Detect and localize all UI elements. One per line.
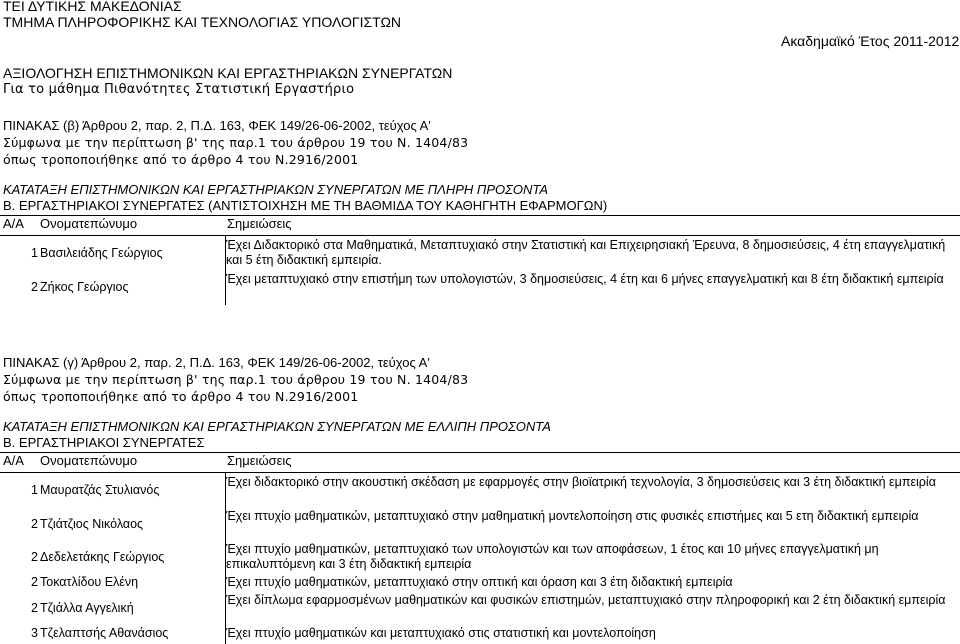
table-b-group-title: Β. ΕΡΓΑΣΤΗΡΙΑΚΟΙ ΣΥΝΕΡΓΑΤΕΣ (ΑΝΤΙΣΤΟΙΧΗΣΗ ΜΕ ΤΗ ΒΑΘΜΙΔΑ ΤΟΥ ΚΑΘΗΓΗΤΗ ΕΦΑΡΜΟΓΩΝ): [3, 198, 608, 213]
row-notes: Έχει πτυχίο μαθηματικών, μεταπτυχιακό στην μαθηματική μοντελοποίηση στις φυσικές επιστήμες και 5 ετη διδακτική εμπειρία: [226, 509, 919, 523]
row-number: 2: [31, 280, 38, 294]
row-notes: Έχει πτυχίο μαθηματικών, μεταπτυχιακό στην οπτική και όραση και 3 έτη διδακτική εμπειρία: [226, 575, 733, 589]
table-c-ranking-title: ΚΑΤΑΤΑΞΗ ΕΠΙΣΤΗΜΟΝΙΚΩΝ ΚΑΙ ΕΡΓΑΣΤΗΡΙΑΚΩΝ ΣΥΝΕΡΓΑΤΩΝ ΜΕ ΕΛΛΙΠΗ ΠΡΟΣΟΝΤΑ: [3, 419, 551, 434]
row-name: Τοκατλίδου Ελένη: [40, 575, 139, 589]
table-b-law-line2: Σύμφωνα με την περίπτωση β' της παρ.1 του άρθρου 19 του Ν. 1404/83: [3, 135, 469, 150]
table-c-group-title: Β. ΕΡΓΑΣΤΗΡΙΑΚΟΙ ΣΥΝΕΡΓΑΤΕΣ: [3, 435, 205, 450]
table-b-law-line3: όπως τροποποιήθηκε από το άρθρο 4 του Ν.2916/2001: [3, 152, 359, 167]
course-title: Για το μάθημα Πιθανότητες Στατιστική Εργαστήριο: [3, 82, 355, 97]
table-b-col-notes: Σημειώσεις: [227, 216, 292, 231]
table-b-law-line1: ΠΙΝΑΚΑΣ (β) Άρθρου 2, παρ. 2, Π.Δ. 163, ΦΕΚ 149/26-06-2002, τεύχος Α': [3, 118, 431, 133]
table-c-law-line2: Σύμφωνα με την περίπτωση β' της παρ.1 του άρθρου 19 του Ν. 1404/83: [3, 372, 469, 387]
row-name: Τζιάτζιος Νικόλαος: [40, 517, 144, 531]
table-row: [0, 592, 960, 625]
row-notes: Έχει μεταπτυχιακό στην επιστήμη των υπολογιστών, 3 δημοσιεύσεις, 4 έτη και 6 μήνες επαγγελματική και 8 έτη διδακτική εμπειρία: [226, 272, 944, 286]
table-row: [0, 508, 960, 541]
evaluation-title: ΑΞΙΟΛΟΓΗΣΗ ΕΠΙΣΤΗΜΟΝΙΚΩΝ ΚΑΙ ΕΡΓΑΣΤΗΡΙΑΚΩΝ ΣΥΝΕΡΓΑΤΩΝ: [3, 65, 453, 81]
table-row: [0, 541, 960, 574]
table-b-col-name: Ονοματεπώνυμο: [40, 216, 138, 231]
row-number: 2: [31, 601, 38, 615]
table-row: [0, 272, 960, 305]
row-number: 2: [31, 550, 38, 564]
academic-year: Ακαδημαϊκό Έτος 2011-2012: [781, 33, 960, 49]
table-row: [0, 474, 960, 507]
table-row: [0, 626, 960, 643]
department-name: ΤΜΗΜΑ ΠΛΗΡΟΦΟΡΙΚΗΣ ΚΑΙ ΤΕΧΝΟΛΟΓΙΑΣ ΥΠΟΛΟΓΙΣΤΩΝ: [3, 14, 402, 30]
row-notes: Έχει πτυχίο μαθηματικών και μεταπτυχιακό στις στατιστική και μοντελοποίηση: [226, 626, 656, 640]
row-number: 3: [31, 626, 38, 640]
row-name: Δεδελετάκης Γεώργιος: [40, 550, 165, 564]
table-row: [0, 237, 960, 270]
row-name: Βασιλειάδης Γεώργιος: [40, 246, 163, 260]
row-name: Μαυρατζάς Στυλιανός: [40, 483, 160, 497]
table-b-rule-top: [0, 215, 960, 216]
row-notes: Έχει διδακτορικό στην ακουστική σκέδαση με εφαρμογές στην βιοϊατρική τεχνολογία, 3 δημοσιεύσεις και 3 έτη διδακτική εμπειρία: [226, 475, 936, 489]
row-notes: Έχει πτυχίο μαθηματικών, μεταπτυχιακό των υπολογιστών και των αποφάσεων, 1 έτος και 10 μήνες επαγγελματική μη επικαλυπτόμενη και 3 έτη διδακτική εμπειρία: [226, 542, 879, 571]
table-c-col-notes: Σημειώσεις: [227, 453, 292, 468]
table-c-rule-header: [0, 472, 960, 473]
row-number: 2: [31, 575, 38, 589]
row-name: Ζήκος Γεώργιος: [40, 280, 129, 294]
row-number: 1: [31, 483, 38, 497]
row-number: 1: [31, 246, 38, 260]
table-b-ranking-title: ΚΑΤΑΤΑΞΗ ΕΠΙΣΤΗΜΟΝΙΚΩΝ ΚΑΙ ΕΡΓΑΣΤΗΡΙΑΚΩΝ ΣΥΝΕΡΓΑΤΩΝ ΜΕ ΠΛΗΡΗ ΠΡΟΣΟΝΤΑ: [3, 182, 549, 197]
row-notes: Έχει Διδακτορικό στα Μαθηματικά, Μεταπτυχιακό στην Στατιστική και Επιχειρησιακή Έρευνα, 8 δημοσιεύσεις, 4 έτη επαγγελματική και 5 έτη διδακτική εμπειρία.: [226, 238, 946, 267]
table-b-col-aa: Α/Α: [3, 216, 24, 231]
table-c-law-line3: όπως τροποποιήθηκε από το άρθρο 4 του Ν.2916/2001: [3, 389, 359, 404]
table-b-rule-header: [0, 235, 960, 236]
table-c-col-name: Ονοματεπώνυμο: [40, 453, 138, 468]
row-name: Τζελαπτσής Αθανάσιος: [40, 626, 169, 640]
row-name: Τζιάλλα Αγγελική: [40, 601, 134, 615]
table-row: [0, 574, 960, 591]
table-c-col-aa: Α/Α: [3, 453, 24, 468]
table-c-rule-top: [0, 452, 960, 453]
table-c-law-line1: ΠΙΝΑΚΑΣ (γ) Άρθρου 2, παρ. 2, Π.Δ. 163, ΦΕΚ 149/26-06-2002, τεύχος Α': [3, 355, 430, 370]
row-notes: Έχει δίπλωμα εφαρμοσμένων μαθηματικών και φυσικών επιστημών, μεταπτυχιακό στην πληροφορική και 2 έτη διδακτική εμπειρία: [226, 593, 946, 607]
row-number: 2: [31, 517, 38, 531]
institution-name: ΤΕΙ ΔΥΤΙΚΗΣ ΜΑΚΕΔΟΝΙΑΣ: [3, 0, 182, 14]
